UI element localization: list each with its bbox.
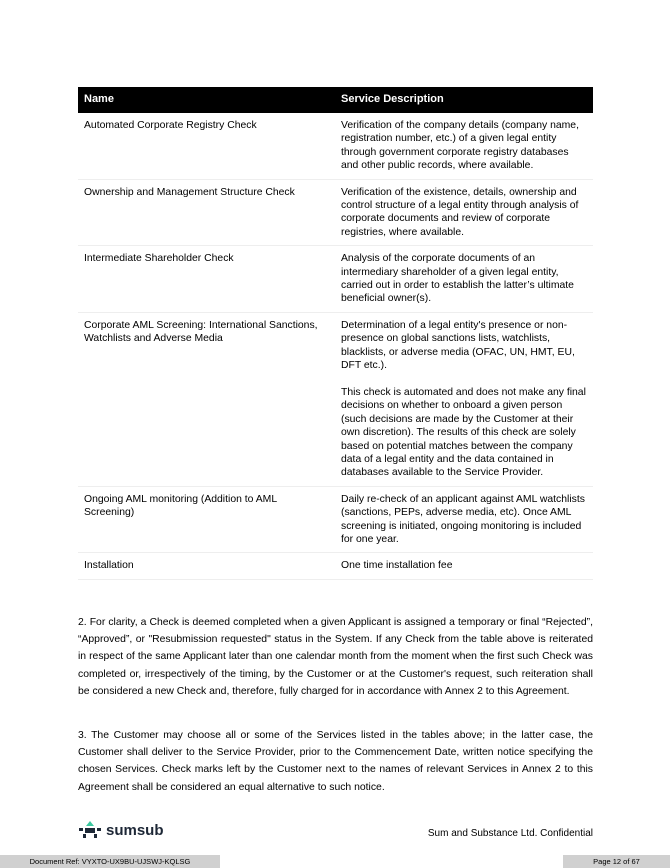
- sumsub-logo: [78, 820, 164, 840]
- page-number: Page 12 of 67: [563, 855, 670, 868]
- description-paragraph: This check is automated and does not make any final decisions on whether to onboard a given person (such decisions are made by the Customer at their own discretion). The results of this check are solely based on potential matches between the company data of a legal entity and the data contained in databases available to the Service Provider.: [341, 386, 586, 479]
- service-name: Ongoing AML monitoring (Addition to AML Screening): [78, 486, 335, 553]
- paragraph-2: 2. For clarity, a Check is deemed completed when a given Applicant is assigned a temporary or final “Rejected”, “Approved”, or "Resubmission requested" status in the System. If any Check from the table above is reiterated in respect of the same Applicant later than one calendar month from the moment when the first such Check was completed or, irrespectively of the timing, by the Customer or at the Customer's request, such reiteration shall be considered a new Check and, therefore, fully charged for in accordance with Annex 2 to this Agreement.: [78, 617, 593, 697]
- table-row: [78, 312, 593, 486]
- table-row: [78, 113, 593, 179]
- table-row: [78, 246, 593, 313]
- description-paragraph: Verification of the company details (company name, registration number, etc.) of a given legal entity through government corporate registry databases and other public records, where available.: [341, 120, 579, 172]
- table-row: [78, 179, 593, 246]
- service-name: Installation: [78, 553, 335, 579]
- header-description: Service Description: [335, 87, 593, 113]
- description-paragraph: Determination of a legal entity's presence or non-presence on global sanctions lists, watchlists, blacklists, or adverse media (OFAC, UN, HMT, EU, DFT etc.).: [341, 319, 575, 372]
- service-description: [335, 312, 593, 486]
- service-description: [335, 113, 593, 179]
- table-row: [78, 553, 593, 579]
- logo-text: sumsub: [106, 821, 164, 839]
- description-paragraph: Verification of the existence, details, ownership and control structure of a legal entity through analysis of corporate documents and review of corporate registries, where available.: [341, 186, 579, 238]
- description-paragraph: One time installation fee: [341, 560, 453, 572]
- description-paragraph: Analysis of the corporate documents of an intermediary shareholder of a given legal entity, carried out in order to establish the latter’s ultimate beneficial owner(s).: [341, 253, 574, 305]
- paragraph-3: 3. The Customer may choose all or some of the Services listed in the tables above; in the latter case, the Customer shall deliver to the Service Provider, prior to the Commencement Date, written notice specifying the chosen Services. Check marks left by the Customer next to the names of relevant Services in Annex 2 to this Agreement shall be considered an equal alternative to such notice.: [78, 730, 593, 793]
- service-description: [335, 246, 593, 313]
- header-name: Name: [78, 87, 335, 113]
- service-description: [335, 179, 593, 246]
- service-name: Corporate AML Screening: International Sanctions, Watchlists and Adverse Media: [78, 312, 335, 486]
- service-name: Intermediate Shareholder Check: [78, 246, 335, 313]
- service-name: Ownership and Management Structure Check: [78, 179, 335, 246]
- service-description: [335, 553, 593, 579]
- document-ref: Document Ref: VYXTO-UX9BU-UJSWJ-KQLSG: [0, 855, 220, 868]
- services-table: [78, 87, 593, 580]
- sumsub-logo-icon: [78, 820, 102, 840]
- service-description: [335, 486, 593, 553]
- service-name: Automated Corporate Registry Check: [78, 113, 335, 179]
- confidential-label: Sum and Substance Ltd. Confidential: [427, 828, 593, 839]
- table-row: [78, 486, 593, 553]
- description-paragraph: Daily re-check of an applicant against AML watchlists (sanctions, PEPs, adverse media, etc). Once AML screening is initiated, ongoing monitoring is included for one year.: [341, 493, 585, 545]
